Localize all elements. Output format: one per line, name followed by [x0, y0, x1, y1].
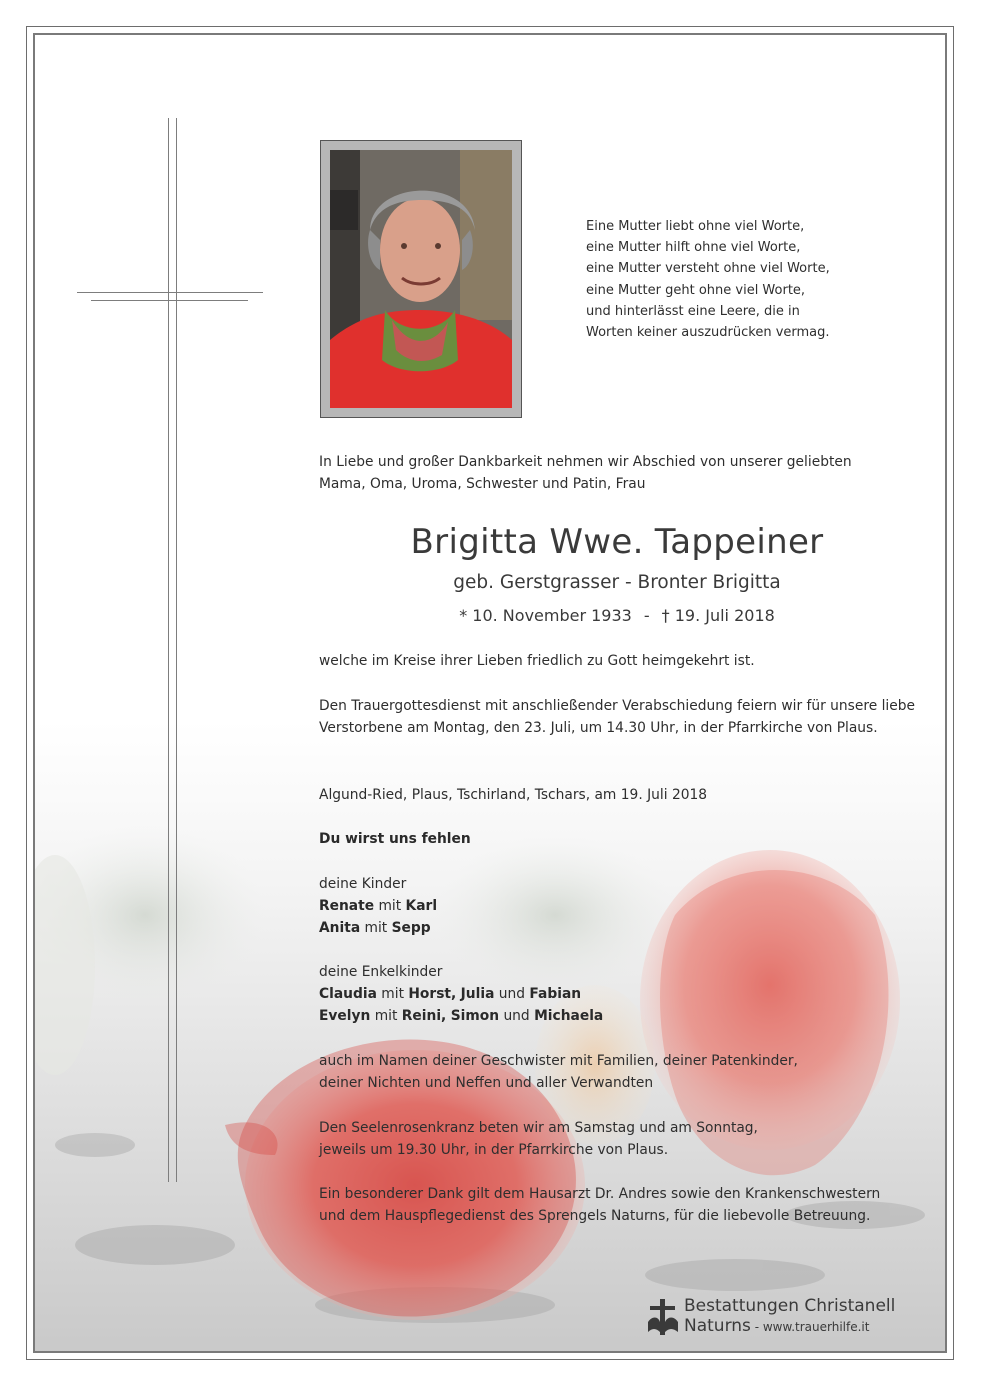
- poem-line: Eine Mutter liebt ohne viel Worte,: [586, 219, 805, 234]
- relatives-text: auch im Namen deiner Geschwister mit Familien, deiner Patenkinder, deiner Nichten und Neffen und aller Verwandten: [319, 1053, 798, 1091]
- miss-you-text: Du wirst uns fehlen: [319, 831, 471, 847]
- date-separator: -: [643, 606, 650, 625]
- poem-line: Worten keiner auszudrücken vermag.: [586, 325, 830, 341]
- funeral-text: Den Trauergottesdienst mit anschließender Verabschiedung feiern wir für unsere liebe Verstorbene am Montag, den 23. Juli, um 14.30 Uhr, in der Pfarrkirche von Plaus.: [319, 698, 915, 736]
- grandchildren-heading: deine Enkelkinder: [319, 964, 443, 980]
- company-location: Naturns - www.trauerhilfe.it: [684, 1316, 870, 1336]
- poem-line: eine Mutter versteht ohne viel Worte,: [586, 261, 830, 277]
- grandchildren-entry: Claudia mit Horst, Julia und Fabian: [319, 986, 582, 1002]
- grandchildren-entry: Evelyn mit Reini, Simon und Michaela: [319, 1008, 604, 1024]
- tau-cross-logo-icon: [646, 1298, 680, 1336]
- child-entry: Anita mit Sepp: [319, 920, 431, 936]
- rosary-text: Den Seelenrosenkranz beten wir am Samstag und am Sonntag, jeweils um 19.30 Uhr, in der Pfarrkirche von Plaus.: [319, 1120, 758, 1158]
- death-date: † 19. Juli 2018: [661, 606, 775, 625]
- cross-vertical-line: [176, 118, 177, 1182]
- company-url[interactable]: - www.trauerhilfe.it: [750, 1320, 870, 1334]
- company-name: Bestattungen Christanell: [684, 1296, 896, 1316]
- poem-line: eine Mutter hilft ohne viel Worte,: [586, 240, 801, 256]
- cross-horizontal-line: [77, 292, 263, 293]
- poem-line: und hinterlässt eine Leere, die in: [586, 303, 800, 319]
- life-dates: [319, 603, 915, 629]
- portrait-frame: [320, 140, 522, 418]
- child-entry: Renate mit Karl: [319, 898, 438, 914]
- poem-line: eine Mutter geht ohne viel Worte,: [586, 282, 806, 298]
- intro-line: In Liebe und großer Dankbarkeit nehmen wir Abschied von unserer geliebten: [319, 454, 852, 470]
- poem: [586, 216, 906, 343]
- birth-date: * 10. November 1933: [459, 606, 632, 625]
- intro-line: Mama, Oma, Uroma, Schwester und Patin, Frau: [319, 476, 646, 492]
- funeral-home-logo: [646, 1296, 916, 1338]
- children-section: [319, 873, 915, 939]
- intro-text: [319, 451, 915, 495]
- place-date: Algund-Ried, Plaus, Tschirland, Tschars, am 19. Juli 2018: [319, 787, 708, 803]
- cross-horizontal-line: [91, 300, 248, 301]
- returned-home-text: welche im Kreise ihrer Lieben friedlich zu Gott heimgekehrt ist.: [319, 653, 755, 669]
- cross-vertical-line: [168, 118, 169, 1182]
- thanks-text: Ein besonderer Dank gilt dem Hausarzt Dr. Andres sowie den Krankenschwestern und dem Hauspflegedienst des Sprengels Naturns, für die liebevolle Betreuung.: [319, 1186, 881, 1224]
- portrait-photo: [330, 150, 512, 408]
- birth-name: geb. Gerstgrasser - Bronter Brigitta: [453, 572, 781, 593]
- children-heading: deine Kinder: [319, 876, 407, 892]
- deceased-name: Brigitta Wwe. Tappeiner: [410, 522, 824, 562]
- grandchildren-section: [319, 961, 915, 1027]
